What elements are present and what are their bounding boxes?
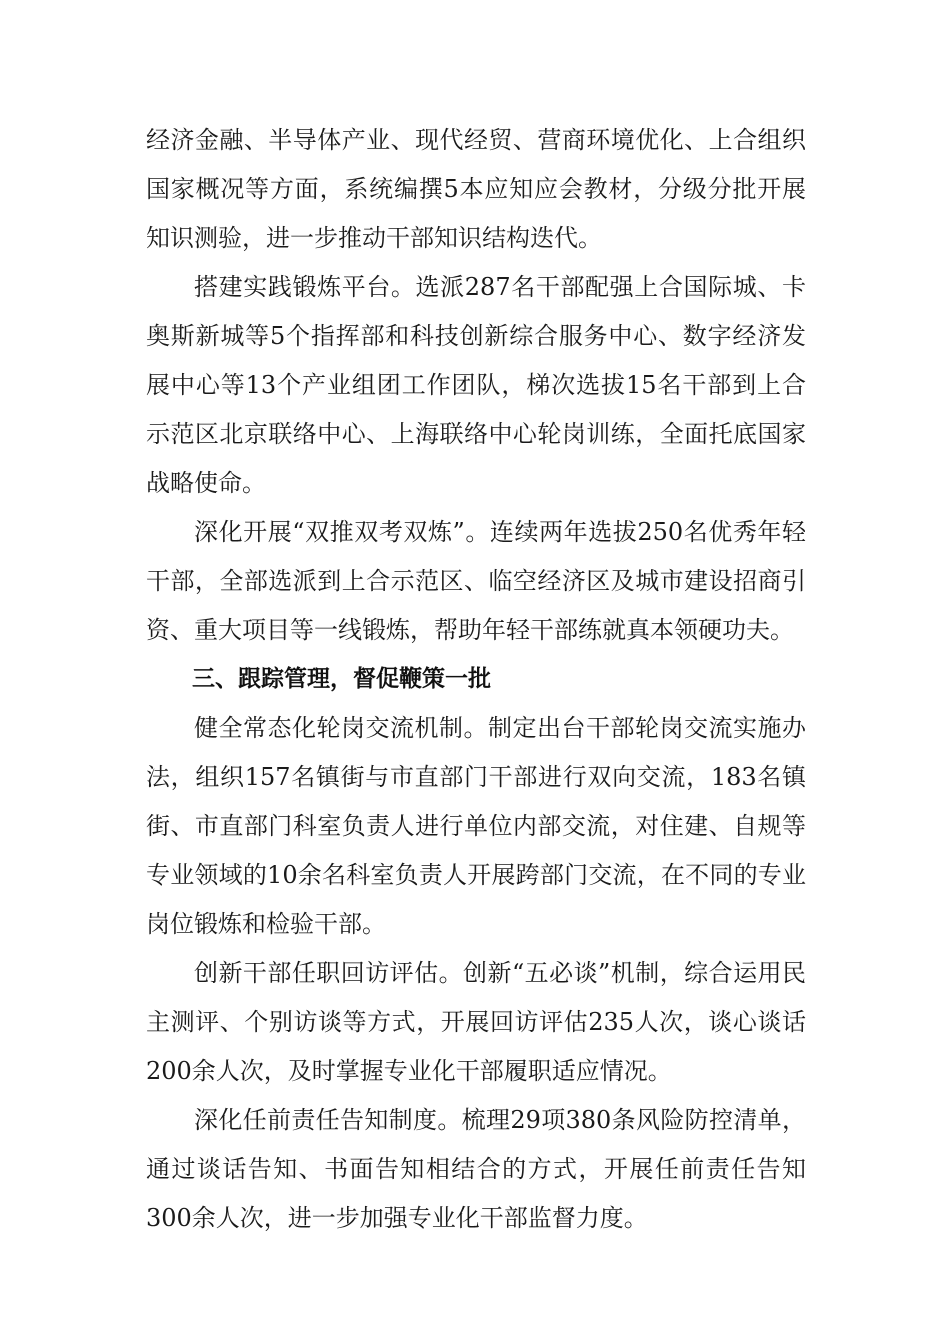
section-heading: 三、跟踪管理，督促鞭策一批 xyxy=(192,666,491,692)
document-body xyxy=(146,116,806,1243)
paragraph-revisit-evaluation: 创新干部任职回访评估。创新“五必谈”机制，综合运用民主测评、个别访谈等方式，开展回访评估235人次，谈心谈话200余人次，及时掌握专业化干部履职适应情况。 xyxy=(146,959,806,1085)
paragraph-continuation: 经济金融、半导体产业、现代经贸、营商环境优化、上合组织国家概况等方面，系统编撰5本应知应会教材，分级分批开展知识测验，进一步推动干部知识结构迭代。 xyxy=(146,126,806,252)
paragraph-rotation-mechanism: 健全常态化轮岗交流机制。制定出台干部轮岗交流实施办法，组织157名镇街与市直部门干部进行双向交流，183名镇街、市直部门科室负责人进行单位内部交流，对住建、自规等专业领域的10余名科室负责人开展跨部门交流，在不同的专业岗位锻炼和检验干部。 xyxy=(146,714,806,938)
paragraph-responsibility-notice: 深化任前责任告知制度。梳理29项380条风险防控清单，通过谈话告知、书面告知相结合的方式，开展任前责任告知300余人次，进一步加强专业化干部监督力度。 xyxy=(146,1106,806,1232)
paragraph-practice-platform: 搭建实践锻炼平台。选派287名干部配强上合国际城、卡奥斯新城等5个指挥部和科技创新综合服务中心、数字经济发展中心等13个产业组团工作团队，梯次选拔15名干部到上合示范区北京联络中心、上海联络中心轮岗训练，全面托底国家战略使命。 xyxy=(146,273,806,497)
paragraph-double-recommend: 深化开展“双推双考双炼”。连续两年选拔250名优秀年轻干部，全部选派到上合示范区、临空经济区及城市建设招商引资、重大项目等一线锻炼，帮助年轻干部练就真本领硬功夫。 xyxy=(146,518,806,644)
